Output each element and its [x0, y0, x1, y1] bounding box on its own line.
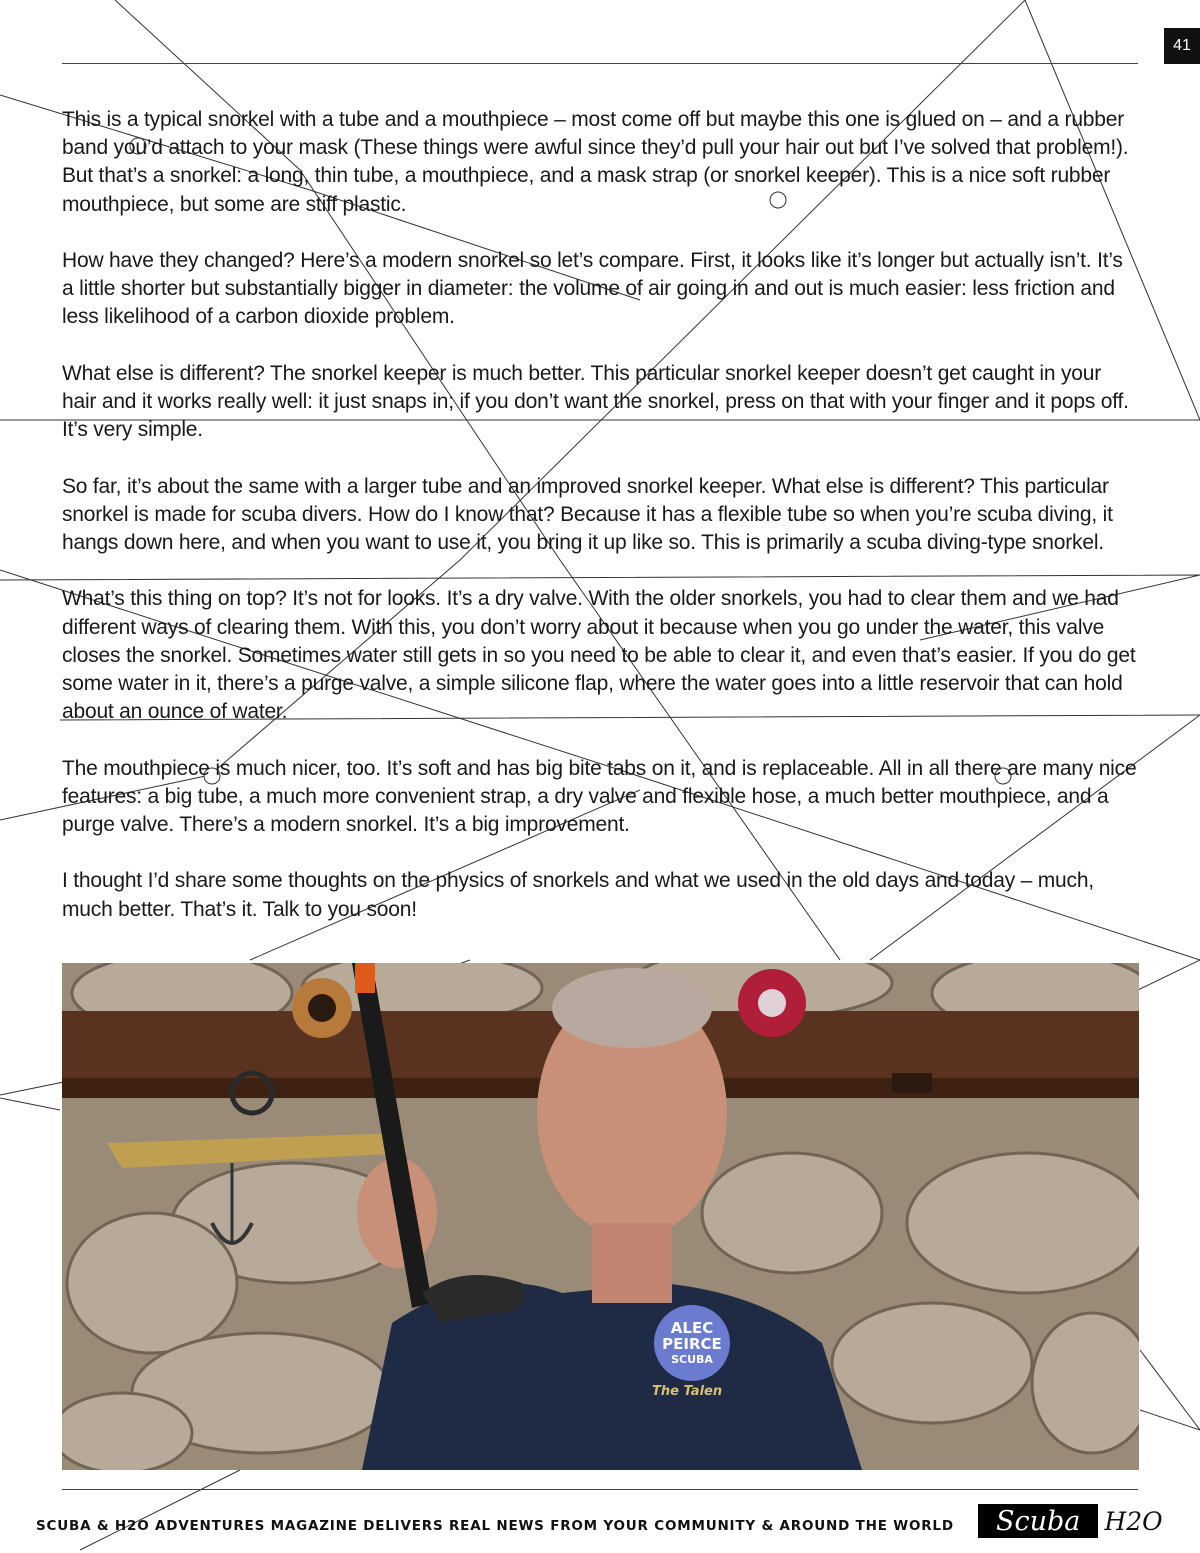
footer-tagline: SCUBA & H2O ADVENTURES MAGAZINE DELIVERS REAL NEWS FROM YOUR COMMUNITY & AROUND THE WORLD: [36, 1518, 954, 1534]
logo-h2o: H2O: [1104, 1506, 1163, 1536]
shirt-logo-line3: SCUBA: [671, 1353, 713, 1366]
paragraph: How have they changed? Here’s a modern snorkel so let’s compare. First, it looks like it’s longer but actually isn’t. It’s a little shorter but substantially bigger in diameter: the volume of air going in and out is much easier: less friction and less likelihood of a carbon dioxide problem.: [62, 249, 1123, 329]
shirt-tagline: The Talen: [652, 1384, 723, 1399]
shirt-logo-line2: PEIRCE: [662, 1335, 722, 1353]
logo-scuba: Scuba: [978, 1504, 1098, 1538]
bottom-rule: [62, 1489, 1138, 1490]
paragraph: What’s this thing on top? It’s not for looks. It’s a dry valve. With the older snorkels, you had to clear them and we had different ways of clearing them. With this, you don’t worry about it because when you go under the water, this valve closes the snorkel. Sometimes water still gets in so you need to be able to clear it, and even that’s easier. If you do get some water in it, there’s a purge valve, a simple silicone flap, where the water goes into a little reservoir that can hold about an ounce of water.: [62, 587, 1136, 724]
paragraph: The mouthpiece is much nicer, too. It’s soft and has big bite tabs on it, and is replaceable. All in all there are many nice features: a big tube, a much more convenient strap, a dry valve and flexible hose, a much better mouthpiece, and a purge valve. There’s a modern snorkel. It’s a big improvement.: [62, 756, 1137, 836]
magazine-logo: [978, 1504, 1163, 1538]
article-photo: [62, 963, 1139, 1470]
page-number: 41: [1164, 28, 1200, 64]
shirt-logo-line1: ALEC: [670, 1319, 714, 1337]
paragraph: What else is different? The snorkel keeper is much better. This particular snorkel keeper doesn’t get caught in your hair and it works really well: it just snaps in; if you don’t want the snorkel, press on that with your finger and it pops off. It’s very simple.: [62, 361, 1129, 442]
article-body: [62, 106, 1138, 952]
top-rule: [62, 63, 1138, 64]
paragraph: I thought I’d share some thoughts on the physics of snorkels and what we used in the old days and today – much, much better. That’s it. Talk to you soon!: [62, 869, 1094, 921]
paragraph: So far, it’s about the same with a larger tube and an improved snorkel keeper. What else is different? This particular snorkel is made for scuba divers. How do I know that? Because it has a flexible tube so when you’re scuba diving, it hangs down here, and when you want to use it, you bring it up like so. This is primarily a scuba diving-type snorkel.: [62, 474, 1113, 554]
paragraph: This is a typical snorkel with a tube and a mouthpiece – most come off but maybe this one is glued on – and a rubber band you’d attach to your mask (These things were awful since they’d pull your hair out but I’ve solved that problem!). But that’s a snorkel: a long, thin tube, a mouthpiece, and a mask strap (or snorkel keeper). This is a nice soft rubber mouthpiece, but some are stiff plastic.: [62, 108, 1129, 216]
